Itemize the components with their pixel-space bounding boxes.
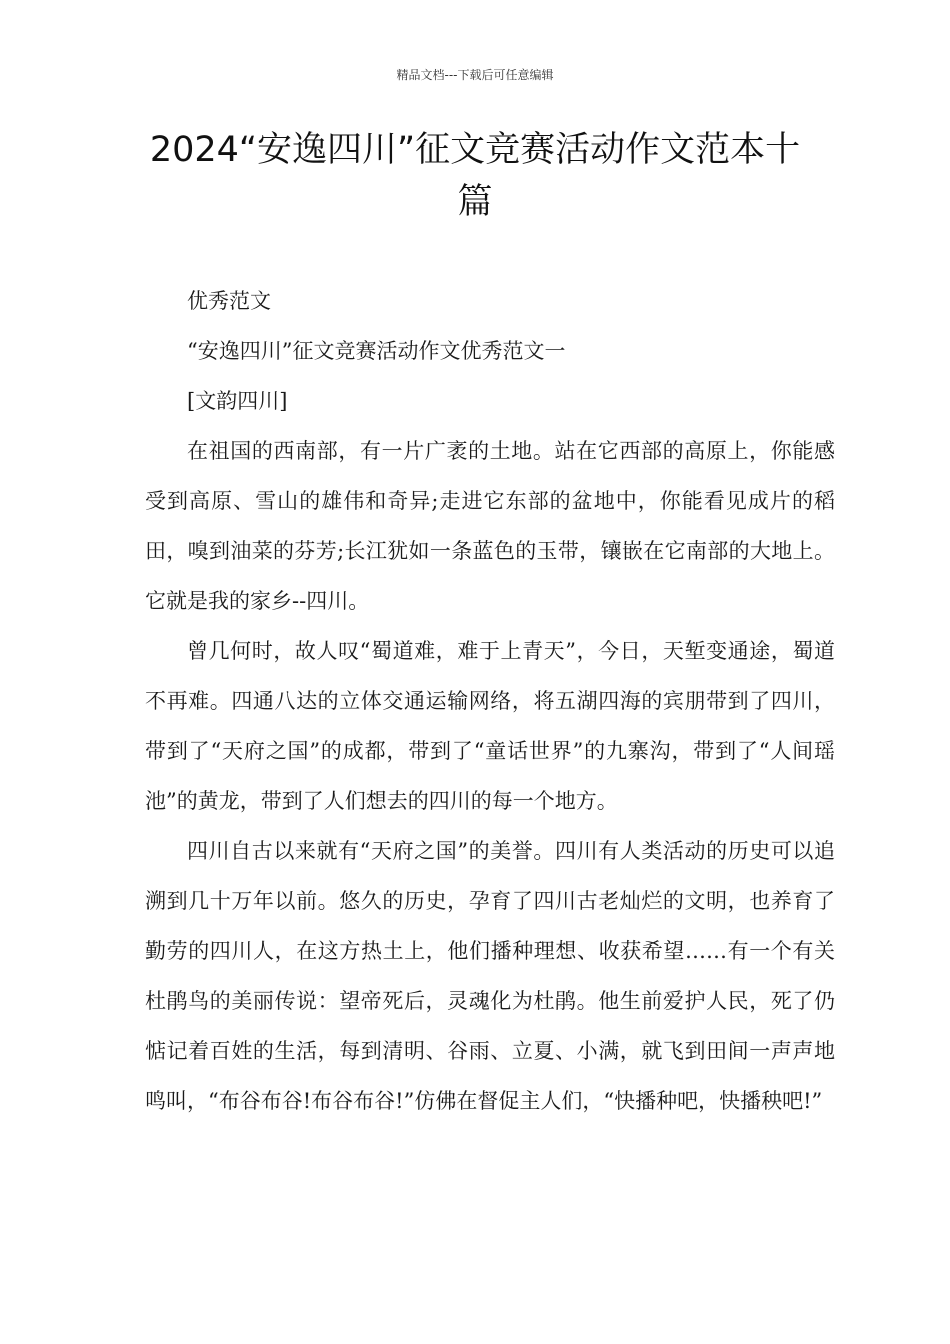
document-body (145, 276, 835, 1126)
paragraph: 在祖国的西南部，有一片广袤的土地。站在它西部的高原上，你能感受到高原、雪山的雄伟和奇异;走进它东部的盆地中，你能看见成片的稻田，嗅到油菜的芬芳;长江犹如一条蓝色的玉带，镶嵌在它南部的大地上。它就是我的家乡--四川。 (145, 439, 835, 613)
paragraph-section-heading: [文韵四川] (187, 389, 288, 413)
header-note: 精品文档---下载后可任意编辑 (396, 68, 554, 82)
document-title: 2024“安逸四川”征文竞赛活动作文范本十篇 (149, 130, 801, 222)
paragraph-label: 优秀范文 (187, 289, 271, 313)
paragraph: 曾几何时，故人叹“蜀道难，难于上青天”，今日，天堑变通途，蜀道不再难。四通八达的立体交通运输网络，将五湖四海的宾朋带到了四川，带到了“天府之国”的成都，带到了“童话世界”的九寨沟，带到了“人间瑶池”的黄龙，带到了人们想去的四川的每一个地方。 (145, 639, 835, 813)
paragraph: 四川自古以来就有“天府之国”的美誉。四川有人类活动的历史可以追溯到几十万年以前。悠久的历史，孕育了四川古老灿烂的文明，也养育了勤劳的四川人，在这方热土上，他们播种理想、收获希望……有一个有关杜鹃鸟的美丽传说：望帝死后，灵魂化为杜鹃。他生前爱护人民，死了仍惦记着百姓的生活，每到清明、谷雨、立夏、小满，就飞到田间一声声地鸣叫，“布谷布谷!布谷布谷!”仿佛在督促主人们，“快播种吧，快播秧吧!” (145, 839, 835, 1113)
paragraph-subtitle: “安逸四川”征文竞赛活动作文优秀范文一 (187, 339, 566, 363)
